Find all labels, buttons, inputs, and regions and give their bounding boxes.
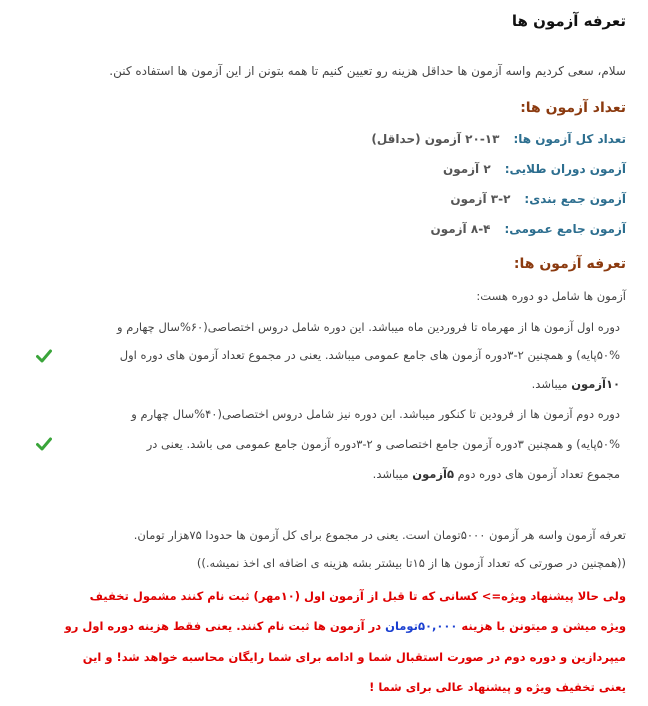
offer-price: ۵۰,۰۰۰تومان (385, 619, 458, 633)
price-line: تعرفه آزمون واسه هر آزمون ۵۰۰۰تومان است. یعنی در مجموع برای کل آزمون ها حدودا ۷۵هزار تومان. (133, 528, 626, 542)
offer-prefix: ویژه میشن و میتونن با هزینه (457, 619, 626, 633)
stat-label: آزمون جمع بندی: (524, 192, 626, 206)
period2-prefix: مجموع تعداد آزمون های دوره دوم (454, 467, 620, 481)
stat-summary (450, 192, 626, 206)
stat-value: ۴-۸ آزمون (430, 222, 491, 236)
stat-label: تعداد کل آزمون ها: (513, 132, 626, 146)
check-icon (36, 437, 52, 451)
period2-line3 (373, 467, 620, 481)
offer-suffix: در آزمون ها ثبت نام کنند. یعنی فقط هزینه دوره اول رو (64, 619, 386, 633)
stat-label: آزمون دوران طلایی: (504, 162, 626, 176)
period1-line2: ۵۰%پایه) و همچنین ۲-۳دوره آزمون های جامع عمومی میباشد. یعنی در مجموع تعداد آزمون های دوره اول (119, 348, 620, 362)
offer-line1: ولی حالا پیشنهاد ویژه=> کسانی که تا قبل از آزمون اول (۱۰مهر) ثبت نام کنند مشمول تخفیف (89, 589, 626, 603)
offer-line3: میپردازین و دوره دوم در صورت استقبال شما و ادامه برای شما رایگان محاسبه خواهد شد! و این (82, 650, 626, 664)
note-line: ((همچنین در صورتی که تعداد آزمون ها از ۱۵تا بیشتر بشه هزینه ی اضافه ای اخذ نمیشه.)) (196, 556, 626, 570)
intro-text: سلام، سعی کردیم واسه آزمون ها حداقل هزینه رو تعیین کنیم تا همه بتونن از این آزمون ها استفاده کنن. (109, 64, 626, 78)
tariff-lead: آزمون ها شامل دو دوره هست: (476, 289, 626, 303)
offer-line2 (65, 619, 626, 633)
stat-value: ۲ آزمون (442, 162, 491, 176)
stat-label: آزمون جامع عمومی: (504, 222, 626, 236)
stat-general (430, 222, 626, 236)
period1-line3 (532, 377, 620, 391)
period1-suffix: میباشد. (531, 377, 572, 391)
stat-total (371, 132, 626, 146)
section-count-heading: تعداد آزمون ها: (520, 100, 626, 116)
period1-line1: دوره اول آزمون ها از مهرماه تا فروردین ماه میباشد. این دوره شامل دروس اختصاصی(۶۰%سال چهارم و (117, 320, 620, 334)
stat-value: ۱۳-۲۰ آزمون (حداقل) (371, 132, 500, 146)
period2-suffix: میباشد. (372, 467, 413, 481)
period2-line1: دوره دوم آزمون ها از فرودین تا کنکور میباشد. این دوره نیز شامل دروس اختصاصی(۴۰%سال چهارم و (131, 407, 620, 421)
check-icon (36, 349, 52, 363)
period1-total: ۱۰آزمون (571, 377, 620, 391)
offer-line4: یعنی تخفیف ویژه و پیشنهاد عالی برای شما ! (369, 680, 626, 694)
page-title: تعرفه آزمون ها (511, 12, 626, 30)
period2-total: ۵آزمون (412, 467, 455, 481)
stat-golden (443, 162, 626, 176)
stat-value: ۲-۳ آزمون (450, 192, 511, 206)
section-tariff-heading: تعرفه آزمون ها: (513, 256, 626, 272)
period2-line2: ۵۰%پایه) و همچنین ۳دوره آزمون جامع اختصاصی و ۲-۳دوره آزمون جامع عمومی می باشد. یعنی در (146, 437, 620, 451)
